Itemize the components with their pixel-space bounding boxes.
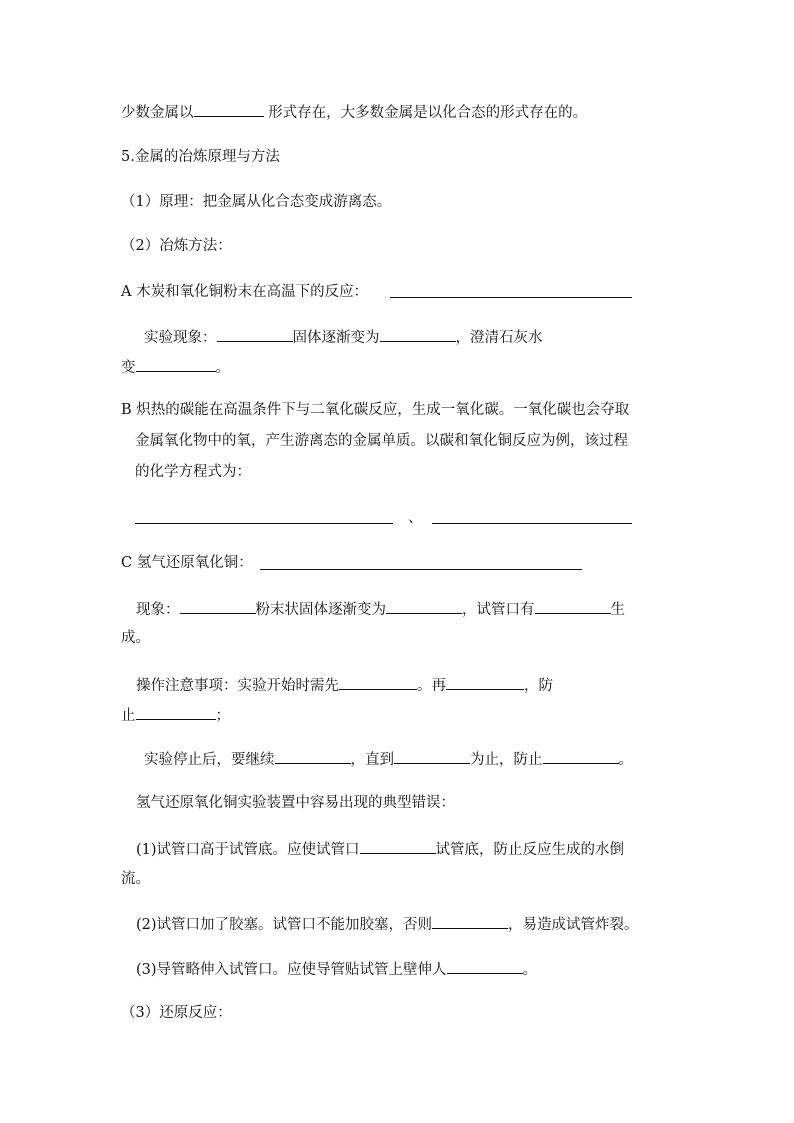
line-operation-notes-cont <box>121 704 230 726</box>
line-paragraph-b-3: 的化学方程式为： <box>135 464 251 480</box>
line-phenomenon-cont: 成。 <box>121 630 150 646</box>
text: 操作注意事项：实验开始时需先 <box>136 678 339 694</box>
text: 实验现象： <box>144 330 217 346</box>
line-hydrogen-reduction <box>121 553 253 573</box>
text: 少数金属以 <box>121 105 194 121</box>
text: 止 <box>121 708 136 724</box>
answer-blank[interactable] <box>447 958 523 974</box>
text: 粉末状固体逐渐变为 <box>255 602 386 618</box>
line-typical-errors: 氢气还原氧化铜实验装置中容易出现的典型错误： <box>136 795 455 811</box>
answer-blank[interactable] <box>446 674 524 690</box>
line-operation-notes <box>136 674 553 696</box>
answer-blank[interactable] <box>380 326 456 342</box>
text: C 氢气还原氧化铜： <box>121 555 253 571</box>
line-error-3 <box>136 958 537 980</box>
text: ，试管口有 <box>462 602 535 618</box>
answer-line[interactable] <box>432 523 632 524</box>
line-methods: （2）冶炼方法： <box>121 238 232 254</box>
line-after-experiment <box>144 748 633 770</box>
text: (1)试管口高于试管底。应使试管口 <box>136 842 360 858</box>
answer-blank[interactable] <box>275 748 351 764</box>
answer-blank[interactable] <box>136 704 216 720</box>
answer-blank[interactable] <box>339 674 417 690</box>
answer-blank[interactable] <box>535 598 611 614</box>
section-heading-smelting: 5.金属的冶炼原理与方法 <box>121 149 280 165</box>
line-experiment-phenomenon <box>144 326 543 348</box>
line-metal-forms <box>121 101 587 123</box>
text: A 木炭和氧化铜粉末在高温下的反应： <box>121 284 369 300</box>
text: 。再 <box>417 678 446 694</box>
text: ，防 <box>524 678 553 694</box>
text: 形式存在，大多数金属是以化合态的形式存在的。 <box>263 105 588 121</box>
line-phenomenon <box>136 598 625 620</box>
answer-blank[interactable] <box>136 356 216 372</box>
text: ，澄清石灰水 <box>455 330 543 346</box>
separator-comma: 、 <box>408 510 423 526</box>
answer-blank[interactable] <box>360 838 436 854</box>
line-paragraph-b-2: 金属氧化物中的氧，产生游离态的金属单质。以碳和氧化铜反应为例，该过程 <box>135 433 628 449</box>
text: 实验停止后，要继续 <box>144 752 275 768</box>
line-paragraph-b-1: B 炽热的碳能在高温条件下与二氧化碳反应，生成一氧化碳。一氧化碳也会夺取 <box>121 402 630 418</box>
answer-line[interactable] <box>260 569 582 570</box>
line-error-1 <box>136 838 624 860</box>
line-carbon-copper-oxide <box>121 282 368 302</box>
text: 。 <box>522 962 538 978</box>
text: ，易造成试管炸裂。 <box>508 917 639 933</box>
answer-blank[interactable] <box>194 101 264 117</box>
text: 现象： <box>136 602 180 618</box>
line-error-1-cont: 流。 <box>121 871 150 887</box>
answer-line[interactable] <box>135 523 393 524</box>
text: (3)导管略伸入试管口。应使导管贴试管上壁伸人 <box>136 962 447 978</box>
text: 生 <box>610 602 625 618</box>
line-error-2 <box>136 913 639 935</box>
text: ，直到 <box>350 752 394 768</box>
line-principle: （1）原理：把金属从化合态变成游离态。 <box>121 194 392 210</box>
text: 变 <box>121 360 136 376</box>
text: ； <box>215 708 230 724</box>
answer-blank[interactable] <box>394 748 470 764</box>
text: 。 <box>215 360 230 376</box>
text: 为止，防止 <box>470 752 543 768</box>
text: 。 <box>618 752 633 768</box>
text: (2)试管口加了胶塞。试管口不能加胶塞，否则 <box>136 917 433 933</box>
line-reduction-reaction: （3）还原反应： <box>121 1005 232 1021</box>
text: 试管底，防止反应生成的水倒 <box>435 842 625 858</box>
answer-line[interactable] <box>390 297 632 298</box>
line-limewater-change <box>121 356 230 378</box>
answer-blank[interactable] <box>543 748 619 764</box>
answer-blank[interactable] <box>180 598 256 614</box>
answer-blank[interactable] <box>217 326 293 342</box>
text: 固体逐渐变为 <box>292 330 380 346</box>
answer-blank[interactable] <box>432 913 508 929</box>
answer-blank[interactable] <box>386 598 462 614</box>
